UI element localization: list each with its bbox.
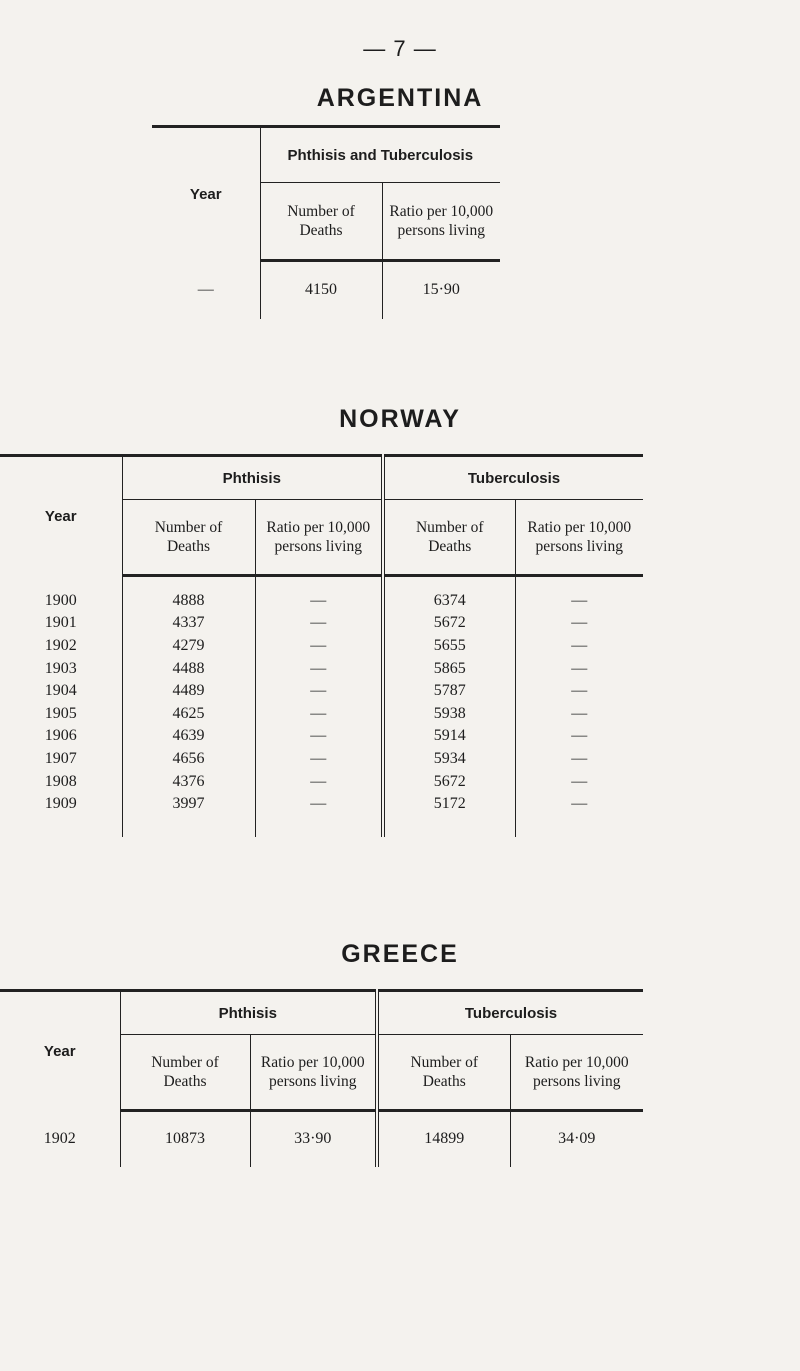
tuberculosis-header: Tuberculosis [383,456,643,500]
table-row [0,635,643,658]
phthisis-header: Phthisis [122,456,383,500]
phthisis-ratio-cell: — [255,748,383,771]
ratio-header: Ratio per 10,000 persons living [382,183,500,261]
table-row [0,612,643,635]
tuberculosis-ratio-cell: — [515,770,643,793]
tuberculosis-deaths-cell: 5934 [383,748,515,771]
tuberculosis-deaths-cell: 5787 [383,680,515,703]
tuberculosis-ratio-cell: — [515,657,643,680]
phthisis-ratio-cell: 33·90 [250,1111,377,1167]
phthisis-deaths-cell: 4376 [122,770,255,793]
tuberculosis-deaths-header: Number of Deaths [377,1035,510,1111]
phthisis-header: Phthisis [120,991,377,1035]
tuberculosis-header: Tuberculosis [377,991,643,1035]
table-row [0,793,643,816]
year-cell: 1902 [44,636,77,654]
tuberculosis-deaths-header: Number of Deaths [383,500,515,576]
year-cell: 1905 [44,704,77,722]
phthisis-ratio-cell: — [255,612,383,635]
year-header: Year [43,1042,76,1060]
year-cell: 1909 [44,795,77,813]
year-cell: 1902 [43,1129,76,1147]
year-cell: — [197,280,214,298]
phthisis-deaths-cell: 3997 [122,793,255,816]
deaths-cell: 4150 [260,261,382,319]
table-row [0,657,643,680]
ratio-cell: 15·90 [382,261,500,319]
page-number: — 7 — [363,36,437,61]
tuberculosis-ratio-header: Ratio per 10,000 persons living [510,1035,643,1111]
phthisis-deaths-cell: 4489 [122,680,255,703]
phthisis-deaths-cell: 4656 [122,748,255,771]
year-header: Year [44,507,77,525]
phthisis-ratio-cell: — [255,635,383,658]
tuberculosis-ratio-header: Ratio per 10,000 persons living [515,500,643,576]
tuberculosis-deaths-cell: 5672 [383,770,515,793]
section-title-norway: NORWAY [339,405,461,433]
table-row [0,1111,643,1167]
phthisis-deaths-cell: 4337 [122,612,255,635]
phthisis-deaths-cell: 4888 [122,590,255,613]
table-row [0,748,643,771]
phthisis-deaths-header: Number of Deaths [122,500,255,576]
deaths-header: Number of Deaths [260,183,382,261]
table-row [0,680,643,703]
phthisis-ratio-cell: — [255,680,383,703]
tuberculosis-ratio-cell: 34·09 [510,1111,643,1167]
section-title-greece: GREECE [341,940,459,968]
group-header: Phthisis and Tuberculosis [260,127,500,183]
tuberculosis-ratio-cell: — [515,725,643,748]
tuberculosis-deaths-cell: 14899 [377,1111,510,1167]
greece-table [0,989,643,1167]
tuberculosis-ratio-cell: — [515,590,643,613]
phthisis-deaths-cell: 4625 [122,702,255,725]
table-row [0,770,643,793]
table-row [0,702,643,725]
phthisis-deaths-cell: 4279 [122,635,255,658]
year-cell: 1908 [44,772,77,790]
phthisis-ratio-cell: — [255,590,383,613]
year-cell: 1904 [44,682,77,700]
phthisis-ratio-header: Ratio per 10,000 persons living [255,500,383,576]
tuberculosis-ratio-cell: — [515,635,643,658]
phthisis-deaths-cell: 10873 [120,1111,250,1167]
year-cell: 1900 [44,591,77,609]
table-row [0,590,643,613]
phthisis-ratio-cell: — [255,657,383,680]
tuberculosis-deaths-cell: 6374 [383,590,515,613]
phthisis-deaths-header: Number of Deaths [120,1035,250,1111]
year-cell: 1903 [44,659,77,677]
phthisis-deaths-cell: 4639 [122,725,255,748]
tuberculosis-ratio-cell: — [515,680,643,703]
year-cell: 1901 [44,614,77,632]
argentina-table [152,125,500,319]
norway-table [0,454,643,837]
table-row [0,725,643,748]
tuberculosis-deaths-cell: 5172 [383,793,515,816]
phthisis-ratio-cell: — [255,725,383,748]
tuberculosis-ratio-cell: — [515,748,643,771]
tuberculosis-deaths-cell: 5655 [383,635,515,658]
year-cell: 1907 [44,749,77,767]
tuberculosis-deaths-cell: 5865 [383,657,515,680]
phthisis-ratio-cell: — [255,702,383,725]
section-title-argentina: ARGENTINA [316,84,484,112]
tuberculosis-deaths-cell: 5914 [383,725,515,748]
phthisis-ratio-cell: — [255,793,383,816]
year-header: Year [189,185,222,203]
tuberculosis-ratio-cell: — [515,702,643,725]
tuberculosis-deaths-cell: 5938 [383,702,515,725]
phthisis-deaths-cell: 4488 [122,657,255,680]
tuberculosis-ratio-cell: — [515,793,643,816]
year-cell: 1906 [44,727,77,745]
tuberculosis-ratio-cell: — [515,612,643,635]
table-row [152,261,500,319]
tuberculosis-deaths-cell: 5672 [383,612,515,635]
phthisis-ratio-header: Ratio per 10,000 persons living [250,1035,377,1111]
phthisis-ratio-cell: — [255,770,383,793]
